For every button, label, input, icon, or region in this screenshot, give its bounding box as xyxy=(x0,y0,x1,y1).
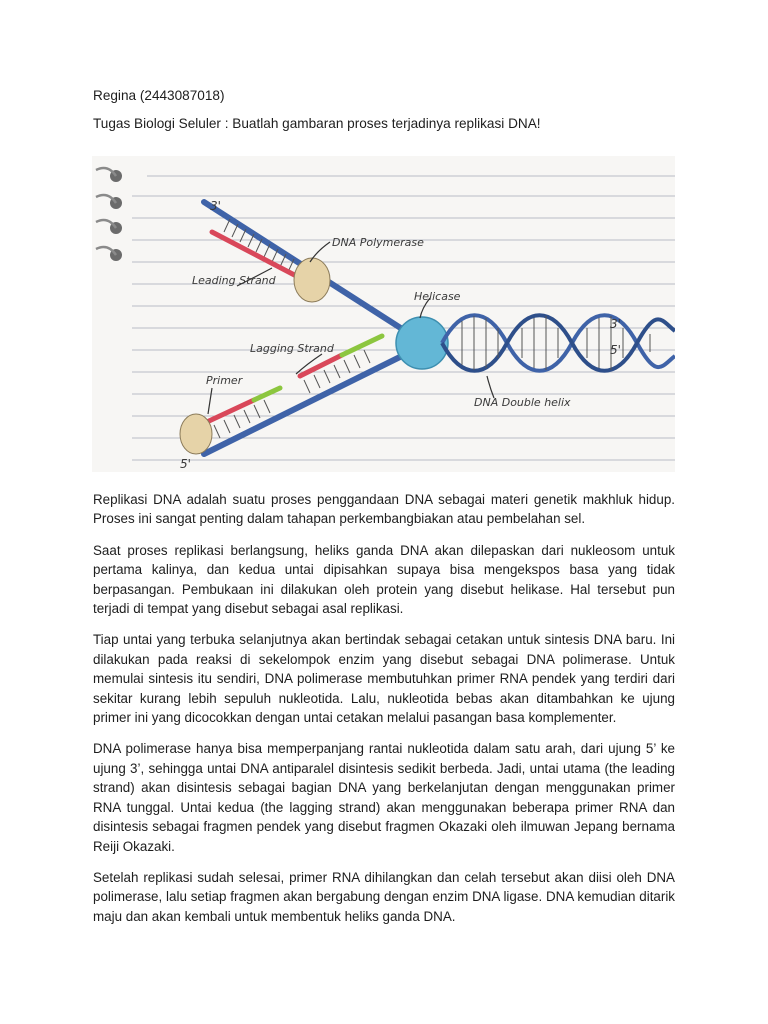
lower-template-strand xyxy=(204,352,410,454)
upper-base-pairs xyxy=(224,219,302,277)
dna-replication-drawing xyxy=(92,156,675,472)
paragraph-4: DNA polimerase hanya bisa memperpanjang rantai nukleotida dalam satu arah, dari ujung 5’ ke ujung 3’, sehingga untai DNA antiparalel disintesis sedikit berbeda. Jadi, untai utama (the leading strand) akan disintesis sebagai bagian DNA yang berkelanjutan dengan menggunakan primer RNA tunggal. Untai kedua (the lagging strand) akan menggunakan beberapa primer RNA dan disintesis sebagai fragmen pendek yang disebut fragmen Okazaki oleh ilmuwan Jepang bernama Reiji Okazaki. xyxy=(93,741,675,854)
label-helicase: Helicase xyxy=(414,290,461,303)
drawing-canvas xyxy=(92,156,675,472)
label-3prime-right: 3' xyxy=(610,317,621,331)
paragraph-2: Saat proses replikasi berlangsung, heliks ganda DNA akan dilepaskan dari nukleosom untuk pertama kalinya, dan kedua untai dipisahkan supaya bisa mengekspos basa yang tidak berpasangan. Pembukaan ini dilakukan oleh protein yang disebut helikase. Hal tersebut pun terjadi di tempat yang disebut sebagai asal replikasi. xyxy=(93,542,675,617)
helicase xyxy=(396,317,448,369)
primer-2 xyxy=(342,336,382,355)
label-dna-polymerase: DNA Polymerase xyxy=(332,236,424,249)
author-line: Regina (2443087018) xyxy=(93,88,225,103)
body-text xyxy=(93,490,675,938)
label-leading-strand: Leading Strand xyxy=(192,274,276,287)
dna-polymerase-lagging xyxy=(180,414,212,454)
paragraph-1: Replikasi DNA adalah suatu proses penggandaan DNA sebagai materi genetik makhluk hidup. Proses ini sangat penting dalam tahapan perkembangbiakan atau pembelahan sel. xyxy=(93,492,675,527)
spiral-binding xyxy=(96,168,122,261)
paragraph-3: Tiap untai yang terbuka selanjutnya akan bertindak sebagai cetakan untuk sintesis DNA baru. Ini dilakukan pada reaksi di sekelompok enzim yang disebut sebagai DNA polimerase. Untuk memulai sintesis itu sendiri, DNA polimerase membutuhkan primer RNA pendek yang terdiri dari sekitar kurang lebih sepuluh nukleotida. Lalu, nukleotida bebas akan ditambahkan ke ujung primer ini yang dicocokkan dengan untai cetakan melalui pasangan basa komplementer. xyxy=(93,632,675,726)
paragraph-5: Setelah replikasi sudah selesai, primer RNA dihilangkan dan celah tersebut akan diisi oleh DNA polimerase, lalu setiap fragmen akan bergabung dengan enzim DNA ligase. DNA kemudian ditarik maju dan akan kembali untuk membentuk heliks ganda DNA. xyxy=(93,869,675,924)
label-3prime-top: 3' xyxy=(210,199,221,213)
label-primer: Primer xyxy=(206,374,243,387)
label-dna-double-helix: DNA Double helix xyxy=(474,396,571,409)
task-line: Tugas Biologi Seluler : Buatlah gambaran proses terjadinya replikasi DNA! xyxy=(93,116,541,131)
label-5prime-right: 5' xyxy=(610,343,621,357)
label-5prime-bottom: 5' xyxy=(180,457,191,471)
dna-polymerase-leading xyxy=(294,258,330,302)
label-lagging-strand: Lagging Strand xyxy=(250,342,334,355)
lower-base-pairs xyxy=(204,350,370,443)
